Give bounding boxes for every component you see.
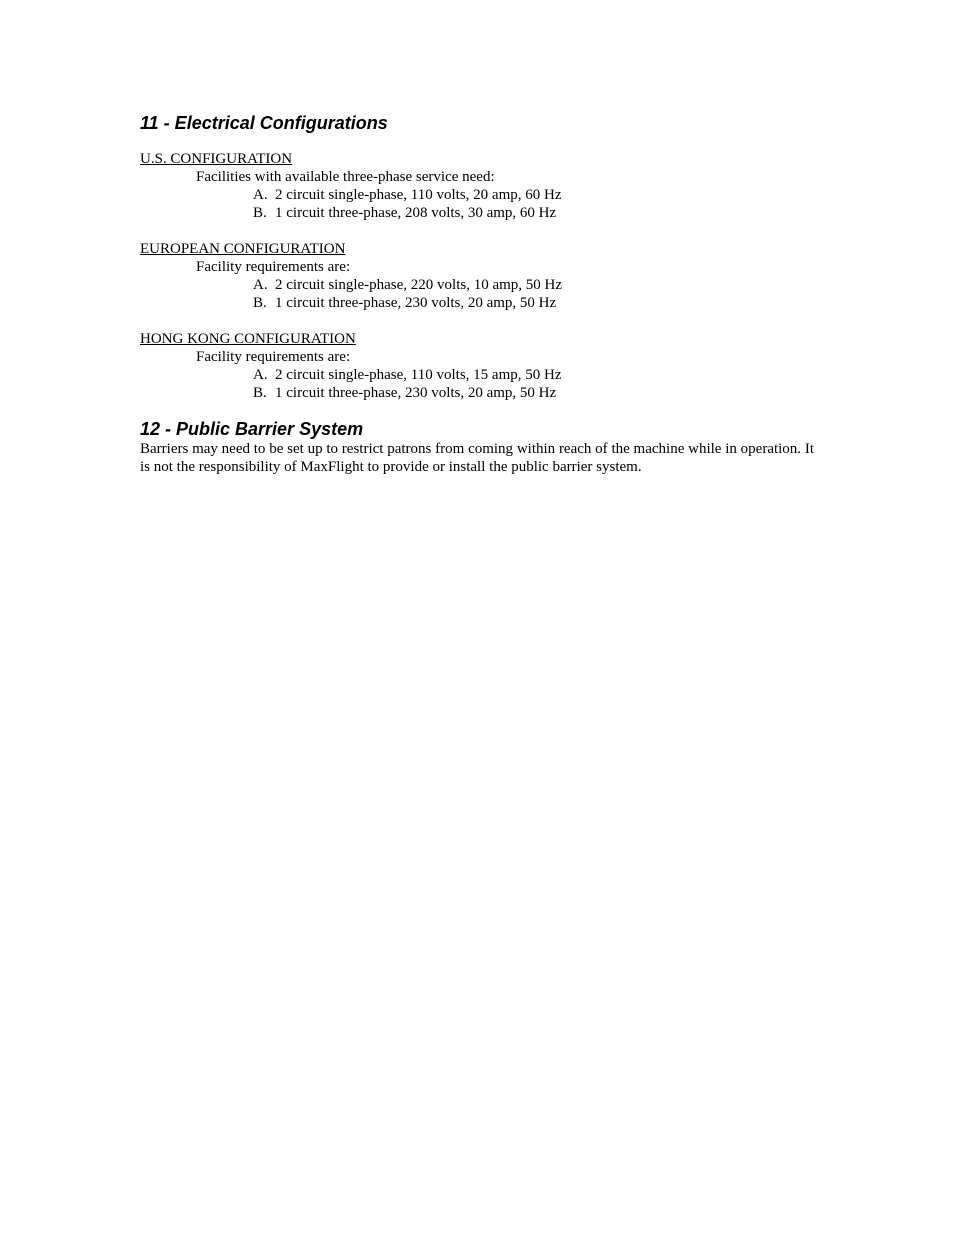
section-12-paragraph: Barriers may need to be set up to restrict patrons from coming within reach of the machine while in operation. It is not the responsibility of MaxFlight to provide or install the public barrier system. bbox=[140, 441, 814, 475]
page-content bbox=[140, 112, 814, 476]
list-item bbox=[253, 204, 814, 222]
list-marker: B. bbox=[253, 205, 267, 221]
section-12-heading: 12 - Public Barrier System bbox=[140, 419, 364, 439]
config-intro-hong-kong: Facility requirements are: bbox=[196, 349, 351, 365]
list-item-text: 1 circuit three-phase, 230 volts, 20 amp, 50 Hz bbox=[275, 295, 557, 311]
list-marker: A. bbox=[253, 367, 268, 383]
config-european bbox=[140, 240, 814, 312]
config-title-us: U.S. CONFIGURATION bbox=[140, 151, 293, 167]
list-item bbox=[253, 366, 814, 384]
list-marker: B. bbox=[253, 385, 267, 401]
config-title-hong-kong: HONG KONG CONFIGURATION bbox=[140, 331, 356, 347]
config-hong-kong bbox=[140, 330, 814, 402]
list-marker: A. bbox=[253, 187, 268, 203]
config-us bbox=[140, 150, 814, 222]
list-item-text: 1 circuit three-phase, 208 volts, 30 amp, 60 Hz bbox=[275, 205, 557, 221]
list-item-text: 2 circuit single-phase, 110 volts, 20 amp, 60 Hz bbox=[275, 187, 562, 203]
config-intro-us: Facilities with available three-phase service need: bbox=[196, 169, 495, 185]
list-marker: A. bbox=[253, 277, 268, 293]
config-intro-european: Facility requirements are: bbox=[196, 259, 351, 275]
config-list-us bbox=[140, 186, 814, 222]
list-item bbox=[253, 294, 814, 312]
list-item bbox=[253, 186, 814, 204]
list-item-text: 2 circuit single-phase, 110 volts, 15 amp, 50 Hz bbox=[275, 367, 562, 383]
config-list-european bbox=[140, 276, 814, 312]
config-title-european: EUROPEAN CONFIGURATION bbox=[140, 241, 346, 257]
list-marker: B. bbox=[253, 295, 267, 311]
list-item bbox=[253, 384, 814, 402]
list-item-text: 2 circuit single-phase, 220 volts, 10 amp, 50 Hz bbox=[275, 277, 563, 293]
list-item bbox=[253, 276, 814, 294]
list-item-text: 1 circuit three-phase, 230 volts, 20 amp, 50 Hz bbox=[275, 385, 557, 401]
section-11-heading: 11 - Electrical Configurations bbox=[140, 113, 388, 133]
config-list-hong-kong bbox=[140, 366, 814, 402]
